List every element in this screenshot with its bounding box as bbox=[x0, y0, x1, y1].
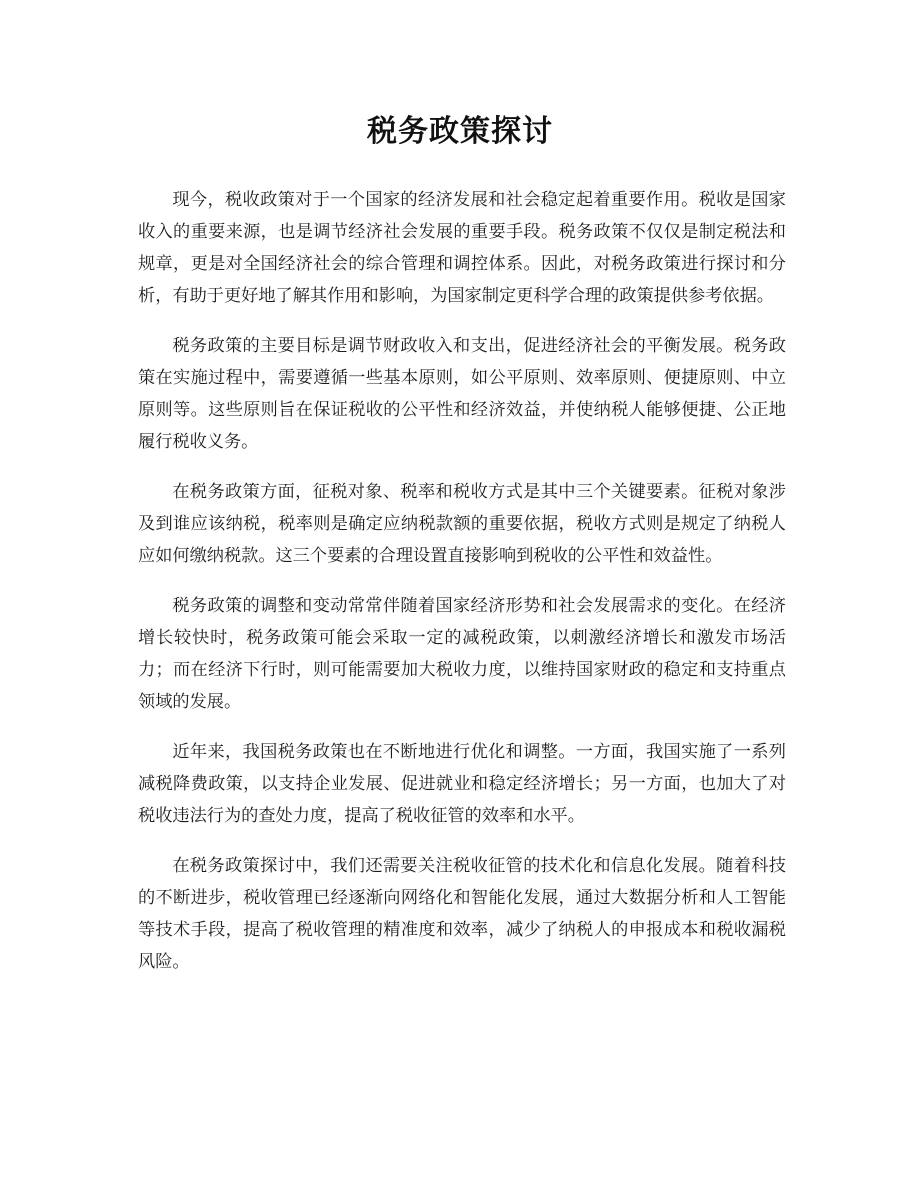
paragraph-4: 税务政策的调整和变动常常伴随着国家经济形势和社会发展需求的变化。在经济增长较快时，税务政策可能会采取一定的减税政策，以刺激经济增长和激发市场活力；而在经济下行时，则可能需要加大税收力度，以维持国家财政的稳定和支持重点领域的发展。 bbox=[138, 596, 786, 712]
paragraph-3: 在税务政策方面，征税对象、税率和税收方式是其中三个关键要素。征税对象涉及到谁应该纳税，税率则是确定应纳税款额的重要依据，税收方式则是规定了纳税人应如何缴纳税款。这三个要素的合理设置直接影响到税收的公平性和效益性。 bbox=[138, 482, 786, 566]
document-body bbox=[138, 184, 786, 996]
paragraph-5: 近年来，我国税务政策也在不断地进行优化和调整。一方面，我国实施了一系列减税降费政策，以支持企业发展、促进就业和稳定经济增长；另一方面，也加大了对税收违法行为的查处力度，提高了税收征管的效率和水平。 bbox=[138, 742, 786, 826]
paragraph-6: 在税务政策探讨中，我们还需要关注税收征管的技术化和信息化发展。随着科技的不断进步，税收管理已经逐渐向网络化和智能化发展，通过大数据分析和人工智能等技术手段，提高了税收管理的精准度和效率，减少了纳税人的申报成本和税收漏税风险。 bbox=[138, 856, 786, 972]
paragraph-2: 税务政策的主要目标是调节财政收入和支出，促进经济社会的平衡发展。税务政策在实施过程中，需要遵循一些基本原则，如公平原则、效率原则、便捷原则、中立原则等。这些原则旨在保证税收的公平性和经济效益，并使纳税人能够便捷、公正地履行税收义务。 bbox=[138, 336, 786, 452]
paragraph-1: 现今，税收政策对于一个国家的经济发展和社会稳定起着重要作用。税收是国家收入的重要来源，也是调节经济社会发展的重要手段。税务政策不仅仅是制定税法和规章，更是对全国经济社会的综合管理和调控体系。因此，对税务政策进行探讨和分析，有助于更好地了解其作用和影响，为国家制定更科学合理的政策提供参考依据。 bbox=[138, 190, 786, 306]
page-title: 税务政策探讨 bbox=[367, 114, 553, 149]
